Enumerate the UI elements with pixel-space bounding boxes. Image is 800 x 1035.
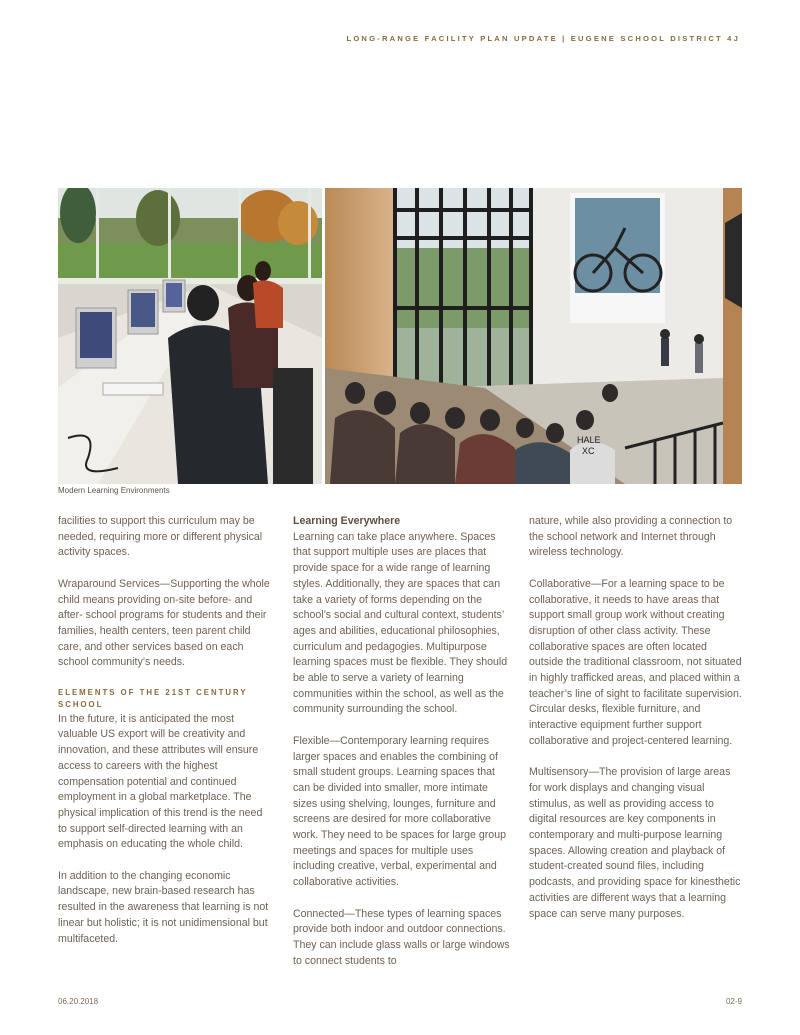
paragraph-flexible: Flexible—Contemporary learning requires larger spaces and enables the combining of small student groups. Learning spaces that can be divided into smaller, more intimate sizes using shelving, lounges, furniture and screens are desired for more collaborative work. They need to be spaces for large group meetings and spaces for multiple uses including creative, verbal, experimental and collaborative activities. bbox=[293, 734, 506, 889]
paragraph-wraparound-services: Wraparound Services—Supporting the whole child means providing on-site before- and after- school programs for students and their families, health centers, teen parent child care, and other services based on each school community’s needs. bbox=[58, 577, 270, 669]
text-column-3 bbox=[529, 514, 743, 938]
paragraph: facilities to support this curriculum may be needed, requiring more or different physical activity spaces. bbox=[58, 515, 263, 559]
computer-lab-photo bbox=[58, 188, 322, 484]
paragraph: nature, while also providing a connection to the school network and Internet through wireless technology. bbox=[529, 515, 733, 559]
photo-caption: Modern Learning Environments bbox=[58, 486, 170, 495]
atrium-students-photo bbox=[325, 188, 742, 484]
paragraph: In the future, it is anticipated the most valuable US export will be creativity and innovation, and these attributes will ensure access to careers with the highest compensation potential and continued employment in a global marketplace. The physical implication of this trend is the need to support self-directed learning with an emphasis on educating the whole child. bbox=[58, 712, 263, 851]
page-number: 02-9 bbox=[725, 997, 742, 1006]
text-column-1 bbox=[58, 514, 272, 963]
page-header: LONG-RANGE FACILITY PLAN UPDATE | EUGENE SCHOOL DISTRICT 4J bbox=[346, 34, 740, 43]
footer-date: 06.20.2018 bbox=[58, 997, 99, 1006]
shirt-text-line2: XC bbox=[582, 446, 595, 456]
paragraph-collaborative: Collaborative—For a learning space to be collaborative, it needs to have areas that support small group work without creating disruption of other class activity. These collaborative spaces are often located outside the traditional classroom, not situated in highly trafficked areas, and placed within a teacher’s line of sight to facilitate supervision. Circular desks, flexible furniture, and interactive equipment further support collaborative and project-centered learning. bbox=[529, 577, 742, 747]
text-column-2 bbox=[293, 514, 511, 985]
section-heading: ELEMENTS OF THE 21ST CENTURY SCHOOL bbox=[58, 687, 248, 709]
paragraph: In addition to the changing economic landscape, new brain-based research has resulted in the awareness that learning is not linear but holistic; it is not unidimensional but multifaceted. bbox=[58, 869, 269, 945]
paragraph-multisensory: Multisensory—The provision of large areas for work displays and changing visual stimulus, as well as providing access to digital resources are key components in contemporary and multi-purpose learning spaces. Allowing creation and playback of student-created sound files, including podcasts, and providing space for kinesthetic activities are different ways that a learning space can serve many purposes. bbox=[529, 766, 741, 920]
subheading-learning-everywhere: Learning Everywhere bbox=[293, 515, 401, 527]
shirt-text-line1: HALE bbox=[577, 435, 601, 445]
paragraph: Learning can take place anywhere. Spaces that support multiple uses are places that provide space for a wide range of learning styles. Additionally, they are spaces that can take a variety of forms depending on the school’s social and cultural context, students’ ages and abilities, educational philosophies, curriculum and pedagogies. Multipurpose learning spaces must be flexible. They should be able to serve a variety of learning communities within the school, as well as the community surrounding the school. bbox=[293, 530, 508, 716]
paragraph-connected: Connected—These types of learning spaces provide both indoor and outdoor connections. They can include glass walls or large windows to connect students to bbox=[293, 907, 510, 967]
